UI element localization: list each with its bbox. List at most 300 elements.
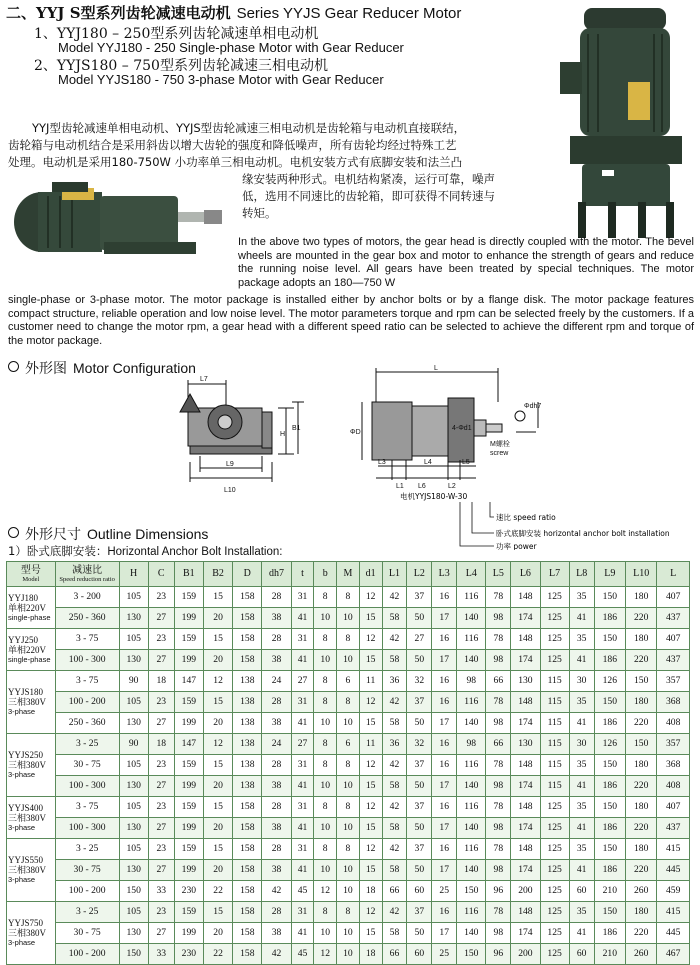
table-cell: 150 <box>457 881 486 902</box>
table-cell: 16 <box>432 839 457 860</box>
table-cell: 10 <box>337 923 360 944</box>
table-cell: 8 <box>314 839 337 860</box>
table-cell: 150 <box>594 755 625 776</box>
label-D: ΦD <box>350 429 361 436</box>
table-cell: 33 <box>148 881 174 902</box>
table-cell: 116 <box>457 629 486 650</box>
column-header <box>657 562 690 587</box>
table-cell: 140 <box>457 860 486 881</box>
table-cell: 415 <box>657 902 690 923</box>
item2-en: Model YYJS180 - 750 3-phase Motor with Gear Reducer <box>58 72 384 87</box>
table-cell: 41 <box>569 860 594 881</box>
label-L: L <box>434 365 438 372</box>
table-cell: 8 <box>337 902 360 923</box>
model-code: 电机YYJS180-W-30 <box>400 492 468 501</box>
label-L10: L10 <box>224 487 236 494</box>
table-cell: 16 <box>432 734 457 755</box>
column-header <box>233 562 262 587</box>
table-cell: 199 <box>174 860 203 881</box>
table-cell: 33 <box>148 944 174 965</box>
table-cell: 60 <box>569 944 594 965</box>
table-row <box>7 755 690 776</box>
table-cell: 230 <box>174 944 203 965</box>
section-dims-cn: 外形尺寸 <box>25 527 81 543</box>
table-cell: 150 <box>119 881 148 902</box>
table-cell: 158 <box>233 944 262 965</box>
table-cell: 199 <box>174 923 203 944</box>
table-cell: 78 <box>486 839 511 860</box>
table-cell: 126 <box>594 734 625 755</box>
table-cell: 150 <box>625 671 656 692</box>
intro-cn-right-1: 缘安装两种形式。电机结构紧凑，运行可靠，噪声 <box>242 172 495 186</box>
section-dims-title <box>8 524 208 544</box>
table-cell: 8 <box>337 839 360 860</box>
table-cell: 18 <box>148 734 174 755</box>
section-bullet-icon <box>8 527 19 538</box>
table-cell: 186 <box>594 776 625 797</box>
table-cell: 58 <box>382 860 407 881</box>
section-config-cn: 外形图 <box>25 361 67 377</box>
table-cell: 27 <box>148 650 174 671</box>
table-cell: 10 <box>314 860 337 881</box>
table-cell: 115 <box>540 734 569 755</box>
table-row <box>7 587 690 608</box>
model-label: 3-phase <box>8 707 36 716</box>
table-cell: 158 <box>233 797 262 818</box>
section-bullet-icon <box>8 361 19 372</box>
table-cell: 105 <box>119 839 148 860</box>
table-cell: 148 <box>511 839 540 860</box>
intro-cn-right-2: 低，选用不同速比的齿轮箱，即可获得不同转速与 <box>242 189 495 203</box>
table-cell: 41 <box>291 650 314 671</box>
table-cell: 27 <box>407 629 432 650</box>
table-cell: 174 <box>511 713 540 734</box>
table-cell: 41 <box>291 776 314 797</box>
column-header-label: b <box>322 568 328 579</box>
table-cell: 17 <box>432 608 457 629</box>
table-cell: 138 <box>233 776 262 797</box>
table-cell: 10 <box>314 650 337 671</box>
table-cell: 20 <box>203 713 232 734</box>
table-cell: 42 <box>382 587 407 608</box>
label-dh7: Φdh7 <box>524 403 542 410</box>
table-cell: 10 <box>314 713 337 734</box>
table-cell: 8 <box>314 587 337 608</box>
table-cell: 10 <box>337 881 360 902</box>
label-M: M螺栓 <box>490 441 510 448</box>
table-cell: 3 - 200 <box>55 587 119 608</box>
intro-cn-line-1: YYJ型齿轮减速单相电动机、YYJS型齿轮减速三相电动机是齿轮箱与电动机直接联结， <box>32 121 466 135</box>
table-cell: 220 <box>625 923 656 944</box>
table-cell: 125 <box>540 650 569 671</box>
model-label: YYJS750 <box>8 918 44 928</box>
table-cell: 8 <box>337 692 360 713</box>
table-cell: 28 <box>262 839 291 860</box>
table-cell: 18 <box>148 671 174 692</box>
intro-en-full: single-phase or 3-phase motor. The motor package is installed either by anchor bolts or by a flange disk. The motor package features compact structure, reliable operation and low noise level. The motor parameters torque and rpm can be selected freely by the customers. If a customer need to change the motor rpm, a gear head with a different speed ratio can be selected to achieve the different rpm and torque of the motor package. <box>8 294 694 347</box>
table-cell: 50 <box>407 860 432 881</box>
table-cell: 50 <box>407 818 432 839</box>
column-header-label: L8 <box>576 568 588 579</box>
table-cell: 58 <box>382 650 407 671</box>
table-cell: 260 <box>625 944 656 965</box>
table-cell: 200 <box>511 944 540 965</box>
table-cell: 230 <box>174 881 203 902</box>
table-cell: 186 <box>594 860 625 881</box>
table-cell: 8 <box>314 671 337 692</box>
table-row <box>7 902 690 923</box>
table-cell: 27 <box>291 671 314 692</box>
table-cell: 12 <box>314 944 337 965</box>
table-cell: 8 <box>337 797 360 818</box>
column-header-label: 减速比 <box>72 564 103 576</box>
table-cell: 12 <box>359 692 382 713</box>
table-cell: 130 <box>119 776 148 797</box>
table-cell: 16 <box>432 587 457 608</box>
table-cell: 15 <box>359 650 382 671</box>
table-cell: 15 <box>359 860 382 881</box>
table-cell: 27 <box>291 734 314 755</box>
table-cell: 10 <box>337 650 360 671</box>
model-cell <box>7 734 56 797</box>
table-cell: 180 <box>625 587 656 608</box>
table-row <box>7 860 690 881</box>
table-cell: 10 <box>337 713 360 734</box>
table-cell: 158 <box>233 629 262 650</box>
table-cell: 125 <box>540 608 569 629</box>
label-L9: L9 <box>226 461 234 468</box>
model-cell <box>7 629 56 671</box>
label-L1: L1 <box>396 483 404 490</box>
table-cell: 116 <box>457 839 486 860</box>
table-cell: 150 <box>594 629 625 650</box>
table-cell: 20 <box>203 608 232 629</box>
table-cell: 199 <box>174 818 203 839</box>
table-cell: 210 <box>594 944 625 965</box>
table-cell: 15 <box>203 755 232 776</box>
label-B1: B1 <box>292 425 301 432</box>
table-cell: 10 <box>314 608 337 629</box>
table-cell: 147 <box>174 734 203 755</box>
table-cell: 20 <box>203 776 232 797</box>
table-cell: 130 <box>511 734 540 755</box>
table-cell: 23 <box>148 797 174 818</box>
table-cell: 115 <box>540 713 569 734</box>
table-cell: 30 - 75 <box>55 923 119 944</box>
table-cell: 42 <box>262 881 291 902</box>
table-cell: 210 <box>594 881 625 902</box>
table-cell: 98 <box>457 671 486 692</box>
table-cell: 16 <box>432 692 457 713</box>
column-header-label: L2 <box>413 568 425 579</box>
table-cell: 10 <box>314 923 337 944</box>
table-cell: 17 <box>432 923 457 944</box>
table-cell: 12 <box>359 902 382 923</box>
table-cell: 28 <box>262 797 291 818</box>
column-header <box>457 562 486 587</box>
table-cell: 100 - 300 <box>55 818 119 839</box>
table-cell: 24 <box>262 671 291 692</box>
column-header-label: H <box>130 568 138 579</box>
table-cell: 98 <box>486 860 511 881</box>
table-cell: 407 <box>657 629 690 650</box>
table-cell: 15 <box>203 797 232 818</box>
table-cell: 8 <box>314 692 337 713</box>
table-cell: 10 <box>314 776 337 797</box>
table-cell: 408 <box>657 713 690 734</box>
table-cell: 41 <box>291 923 314 944</box>
column-header-label: d1 <box>365 568 376 579</box>
table-cell: 130 <box>119 818 148 839</box>
table-cell: 27 <box>148 818 174 839</box>
table-cell: 66 <box>486 734 511 755</box>
table-cell: 159 <box>174 587 203 608</box>
table-cell: 158 <box>233 923 262 944</box>
table-cell: 31 <box>291 797 314 818</box>
table-cell: 32 <box>407 671 432 692</box>
table-cell: 23 <box>148 902 174 923</box>
table-cell: 35 <box>569 797 594 818</box>
table-cell: 3 - 25 <box>55 839 119 860</box>
table-cell: 130 <box>119 713 148 734</box>
table-cell: 3 - 75 <box>55 629 119 650</box>
table-cell: 148 <box>511 755 540 776</box>
table-cell: 116 <box>457 692 486 713</box>
table-cell: 50 <box>407 608 432 629</box>
table-cell: 16 <box>432 755 457 776</box>
table-row <box>7 650 690 671</box>
table-cell: 37 <box>407 839 432 860</box>
table-cell: 12 <box>359 839 382 860</box>
table-cell: 199 <box>174 608 203 629</box>
table-row <box>7 797 690 818</box>
table-cell: 15 <box>359 776 382 797</box>
table-cell: 66 <box>382 881 407 902</box>
table-cell: 220 <box>625 713 656 734</box>
column-header-label: L5 <box>492 568 504 579</box>
table-cell: 148 <box>511 629 540 650</box>
table-cell: 140 <box>457 923 486 944</box>
column-header <box>148 562 174 587</box>
table-cell: 125 <box>540 902 569 923</box>
table-cell: 36 <box>382 734 407 755</box>
column-header-label: L1 <box>388 568 400 579</box>
table-cell: 180 <box>625 629 656 650</box>
table-cell: 3 - 75 <box>55 797 119 818</box>
table-cell: 42 <box>382 797 407 818</box>
table-cell: 437 <box>657 608 690 629</box>
table-cell: 115 <box>540 755 569 776</box>
model-label: 3-phase <box>8 770 36 779</box>
table-cell: 407 <box>657 587 690 608</box>
model-cell <box>7 902 56 965</box>
table-cell: 100 - 300 <box>55 650 119 671</box>
table-cell: 6 <box>337 734 360 755</box>
table-cell: 15 <box>203 839 232 860</box>
table-cell: 15 <box>359 923 382 944</box>
table-cell: 31 <box>291 587 314 608</box>
table-cell: 220 <box>625 776 656 797</box>
table-row <box>7 839 690 860</box>
column-header-label: L10 <box>633 568 650 579</box>
table-cell: 3 - 25 <box>55 902 119 923</box>
label-d1: 4-Φd1 <box>452 425 472 432</box>
intro-cn-right <box>242 171 558 222</box>
table-cell: 38 <box>262 776 291 797</box>
table-cell: 105 <box>119 629 148 650</box>
table-cell: 8 <box>314 797 337 818</box>
column-header-label: t <box>301 568 304 579</box>
table-cell: 42 <box>382 839 407 860</box>
table-cell: 186 <box>594 650 625 671</box>
label-L4: L4 <box>424 459 432 466</box>
table-cell: 8 <box>337 587 360 608</box>
table-cell: 150 <box>594 839 625 860</box>
column-header-label: 型号 <box>20 564 41 576</box>
label-speed-ratio: 速比 speed ratio <box>496 513 556 522</box>
table-cell: 78 <box>486 587 511 608</box>
item1-cn: 1、YYJ180 – 250型系列齿轮减速单相电动机 <box>34 26 319 42</box>
table-cell: 116 <box>457 587 486 608</box>
table-cell: 100 - 200 <box>55 881 119 902</box>
table-cell: 147 <box>174 671 203 692</box>
table-cell: 37 <box>407 692 432 713</box>
table-cell: 58 <box>382 713 407 734</box>
table-row <box>7 692 690 713</box>
model-label: YYJ180 <box>8 592 39 603</box>
table-cell: 38 <box>262 650 291 671</box>
table-cell: 37 <box>407 797 432 818</box>
table-cell: 38 <box>262 713 291 734</box>
column-header-label: L7 <box>549 568 561 579</box>
column-header <box>7 562 56 587</box>
table-cell: 35 <box>569 902 594 923</box>
label-anchor: 卧式底脚安装 horizontal anchor bolt installation <box>496 529 670 538</box>
model-label: YYJS180 <box>8 687 44 697</box>
table-cell: 125 <box>540 587 569 608</box>
table-cell: 158 <box>233 608 262 629</box>
table-cell: 35 <box>569 692 594 713</box>
column-header-label: D <box>243 568 251 579</box>
column-header <box>55 562 119 587</box>
table-cell: 105 <box>119 587 148 608</box>
table-cell: 90 <box>119 734 148 755</box>
table-cell: 220 <box>625 650 656 671</box>
table-cell: 180 <box>625 755 656 776</box>
table-cell: 41 <box>569 776 594 797</box>
table-cell: 58 <box>382 776 407 797</box>
table-cell: 28 <box>262 587 291 608</box>
table-cell: 25 <box>432 944 457 965</box>
model-cell <box>7 587 56 629</box>
table-cell: 15 <box>359 818 382 839</box>
model-cell <box>7 797 56 839</box>
table-cell: 90 <box>119 671 148 692</box>
table-cell: 50 <box>407 923 432 944</box>
install-subtitle <box>8 543 282 559</box>
table-cell: 98 <box>486 608 511 629</box>
table-cell: 8 <box>314 629 337 650</box>
section-config-title <box>8 358 196 378</box>
model-label: 三相380V <box>8 760 46 770</box>
column-header <box>407 562 432 587</box>
table-cell: 125 <box>540 818 569 839</box>
table-cell: 28 <box>262 902 291 923</box>
front-view-drawing <box>170 372 310 508</box>
table-cell: 138 <box>233 755 262 776</box>
column-header <box>486 562 511 587</box>
table-cell: 180 <box>625 902 656 923</box>
table-row <box>7 734 690 755</box>
table-cell: 125 <box>540 860 569 881</box>
table-cell: 105 <box>119 755 148 776</box>
column-header-label: L9 <box>604 568 616 579</box>
column-header <box>337 562 360 587</box>
column-header <box>174 562 203 587</box>
table-cell: 174 <box>511 608 540 629</box>
table-cell: 220 <box>625 818 656 839</box>
table-cell: 78 <box>486 797 511 818</box>
intro-cn-line-3: 处理。电动机是采用180-750W 小功率单三相电动机。电机安装方式有底脚安装和法兰凸 <box>8 155 463 169</box>
table-cell: 96 <box>486 944 511 965</box>
table-row <box>7 608 690 629</box>
table-cell: 148 <box>511 587 540 608</box>
table-cell: 3 - 75 <box>55 671 119 692</box>
table-cell: 38 <box>262 923 291 944</box>
table-cell: 445 <box>657 860 690 881</box>
table-cell: 15 <box>203 902 232 923</box>
column-header-label: L3 <box>438 568 450 579</box>
table-cell: 41 <box>569 818 594 839</box>
column-header-label: M <box>343 568 353 579</box>
table-cell: 18 <box>359 944 382 965</box>
table-cell: 150 <box>594 797 625 818</box>
column-header <box>359 562 382 587</box>
table-cell: 66 <box>382 944 407 965</box>
table-cell: 459 <box>657 881 690 902</box>
table-cell: 12 <box>359 755 382 776</box>
table-cell: 116 <box>457 902 486 923</box>
table-cell: 130 <box>119 650 148 671</box>
column-header <box>291 562 314 587</box>
table-row <box>7 923 690 944</box>
table-cell: 159 <box>174 839 203 860</box>
install-cn: 1）卧式底脚安装： <box>8 544 108 558</box>
table-cell: 115 <box>540 671 569 692</box>
column-header <box>540 562 569 587</box>
table-cell: 31 <box>291 755 314 776</box>
table-cell: 138 <box>233 734 262 755</box>
column-header <box>203 562 232 587</box>
table-cell: 150 <box>594 902 625 923</box>
table-cell: 357 <box>657 734 690 755</box>
table-cell: 23 <box>148 629 174 650</box>
column-header-label: B2 <box>212 568 224 579</box>
table-cell: 28 <box>262 629 291 650</box>
table-cell: 38 <box>262 860 291 881</box>
table-cell: 23 <box>148 839 174 860</box>
model-label: YYJS250 <box>8 750 44 760</box>
table-cell: 41 <box>569 923 594 944</box>
table-cell: 58 <box>382 818 407 839</box>
model-label: 3-phase <box>8 822 36 832</box>
model-label: 3-phase <box>8 938 36 947</box>
table-cell: 45 <box>291 944 314 965</box>
table-cell: 41 <box>291 608 314 629</box>
table-cell: 415 <box>657 839 690 860</box>
table-cell: 260 <box>625 881 656 902</box>
column-header <box>432 562 457 587</box>
